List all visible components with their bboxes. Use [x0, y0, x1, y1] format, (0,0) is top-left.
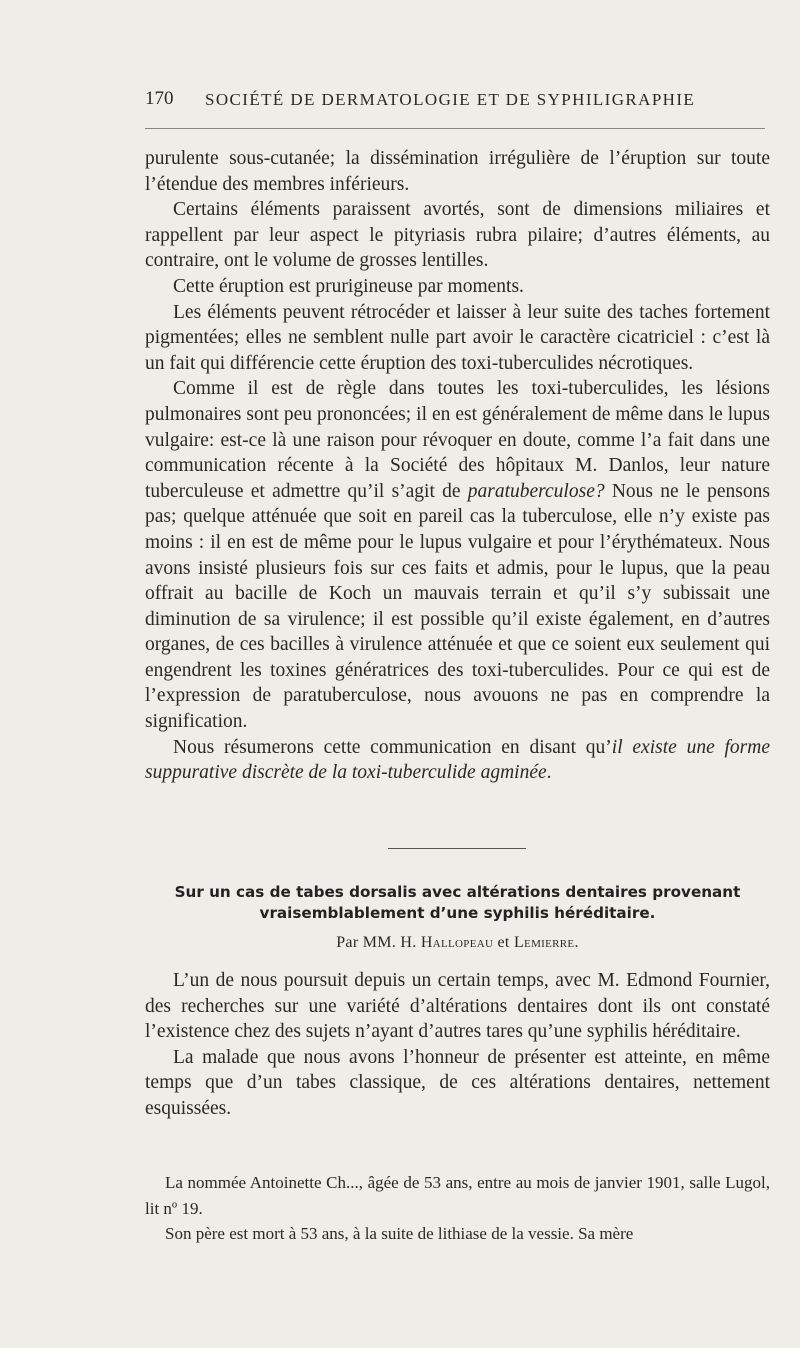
- section-divider: [388, 848, 526, 849]
- case-report-text: [145, 1170, 770, 1247]
- paragraph: La malade que nous avons l’honneur de présenter est atteinte, en même temps que d’un tabes classique, de ces altérations dentaires, nettement esquissées.: [145, 1046, 770, 1119]
- paragraph: Comme il est de règle dans toutes les toxi-tuberculides, les lésions pulmonaires sont peu prononcées; il en est généralement de même dans le lupus vulgaire: est-ce là une raison pour révoquer en doute, comme l’a fait dans une communication récente à la Société des hôpitaux M. Danlos, leur nature tuberculeuse et admettre qu’il s’agit de paratuberculose? Nous ne le pensons pas; quelque atténuée que soit en pareil cas la tuberculose, elle n’y existe pas moins : il en est de même pour le lupus vulgaire et pour l’érythémateux. Nous avons insisté plusieurs fois sur ces faits et admis, pour le lupus, que la peau offrait au bacille de Koch un mauvais terrain et qu’il s’y subissait une diminution de sa virulence; il est possible qu’il existe également, en d’autres organes, de ces bacilles à virulence atténuée et que ce soient eux seulement qui engendrent les toxines génératrices des toxi-tuberculides. Pour ce qui est de l’expression de paratuberculose, nous avouons ne pas en comprendre la signification.: [145, 378, 770, 733]
- author-name: Lemierre: [513, 934, 575, 951]
- article-title: Sur un cas de tabes dorsalis avec altérations dentaires provenant vraisemblablement d’une syphilis héréditaire.: [174, 883, 741, 922]
- italic-term: paratuberculose?: [467, 480, 605, 502]
- header-rule: [145, 128, 765, 129]
- author-name: Hallopeau: [420, 934, 494, 951]
- paragraph-conclusion: Nous résumerons cette communication en disant qu’il existe une forme suppurative discrète de la toxi-tuberculide agminée.: [145, 736, 770, 784]
- paragraph: Certains éléments paraissent avortés, sont de dimensions miliaires et rappellent par leur aspect le pityriasis rubra pilaire; d’autres éléments, au contraire, ont le volume de grosses lentilles.: [145, 199, 770, 272]
- italic-conclusion: il existe une forme suppurative discrète de la toxi-tuberculide agminée: [145, 736, 770, 784]
- paragraph: L’un de nous poursuit depuis un certain temps, avec M. Edmond Fournier, des recherches sur une variété d’altérations dentaires dont ils ont constaté l’existence chez des sujets n’ayant d’autres tares qu’une syphilis héréditaire.: [145, 970, 770, 1043]
- paragraph: Les éléments peuvent rétrocéder et laisser à leur suite des taches fortement pigmentées; elles ne semblent nulle part avoir le caractère cicatriciel : c’est là un fait qui différencie cette éruption des toxi-tuberculides nécrotiques.: [145, 301, 770, 374]
- paragraph: purulente sous-cutanée; la dissémination irrégulière de l’éruption sur toute l’étendue des membres inférieurs.: [145, 148, 770, 195]
- running-title: SOCIÉTÉ DE DERMATOLOGIE ET DE SYPHILIGRAPHIE: [205, 90, 696, 109]
- authors-line: Par MM. H. Hallopeau et Lemierre.: [336, 934, 579, 951]
- paragraph: Son père est mort à 53 ans, à la suite de lithiase de la vessie. Sa mère: [165, 1224, 634, 1243]
- previous-article-text: [145, 146, 770, 786]
- running-header: [145, 88, 770, 116]
- article-intro-text: [145, 968, 770, 1122]
- paragraph: La nommée Antoinette Ch..., âgée de 53 ans, entre au mois de janvier 1901, salle Lugol, lit nº 19.: [145, 1173, 770, 1218]
- paragraph: Cette éruption est prurigineuse par moments.: [173, 275, 524, 297]
- page-number: 170: [145, 88, 174, 109]
